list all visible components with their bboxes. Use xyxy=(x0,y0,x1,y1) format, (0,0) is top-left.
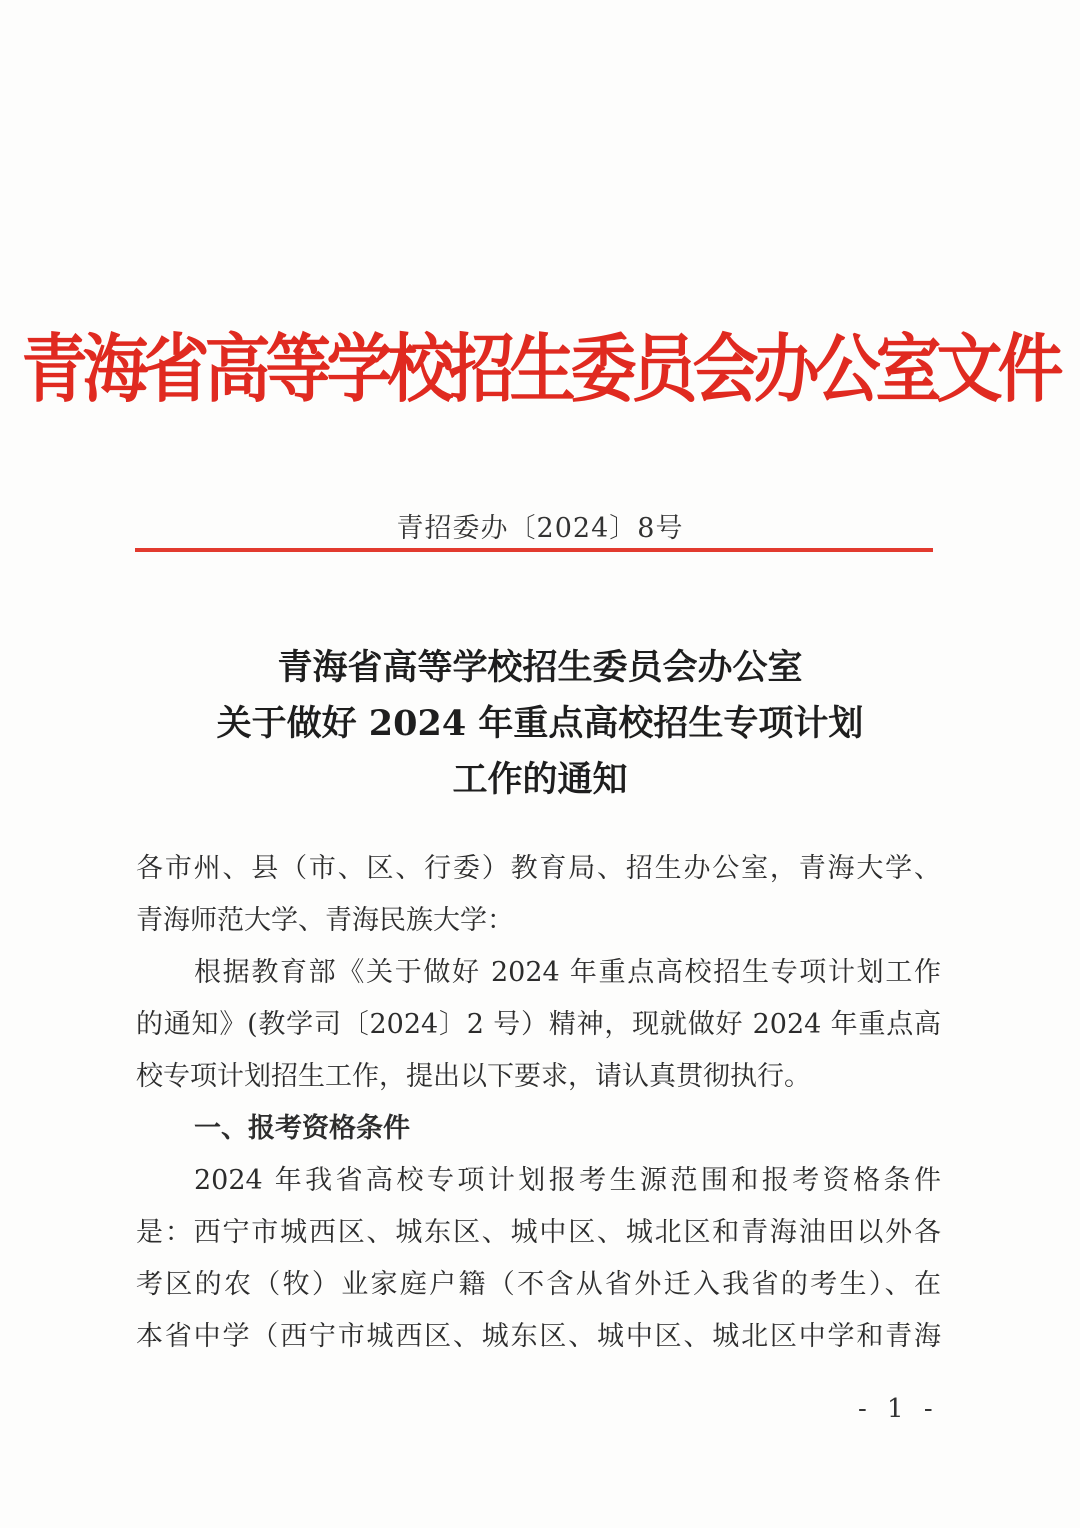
red-divider-rule xyxy=(135,548,933,552)
paragraph-line: 的通知》(教学司〔2024〕2 号）精神，现就做好 2024 年重点高 xyxy=(136,1009,941,1040)
section-heading: 一、报考资格条件 xyxy=(194,1113,410,1144)
masthead-title: 青海省高等学校招生委员会办公室文件 xyxy=(21,326,1059,413)
notice-title-line: 工作的通知 xyxy=(452,759,628,800)
document-number: 青招委办〔2024〕8号 xyxy=(396,513,684,544)
recipients-line: 青海师范大学、青海民族大学： xyxy=(136,905,514,936)
paragraph-line: 校专项计划招生工作，提出以下要求，请认真贯彻执行。 xyxy=(136,1061,811,1092)
page-number: - 1 - xyxy=(858,1394,939,1424)
paragraph-line: 2024 年我省高校专项计划报考生源范围和报考资格条件 xyxy=(194,1165,941,1196)
paragraph-line: 根据教育部《关于做好 2024 年重点高校招生专项计划工作 xyxy=(194,957,941,988)
notice-title-line: 青海省高等学校招生委员会办公室 xyxy=(277,647,803,688)
paragraph-line: 本省中学（西宁市城西区、城东区、城中区、城北区中学和青海 xyxy=(136,1321,941,1352)
recipients-line: 各市州、县（市、区、行委）教育局、招生办公室，青海大学、 xyxy=(136,853,941,884)
paragraph-line: 是：西宁市城西区、城东区、城中区、城北区和青海油田以外各 xyxy=(136,1217,941,1248)
notice-title-line: 关于做好 2024 年重点高校招生专项计划 xyxy=(216,703,864,744)
paragraph-line: 考区的农（牧）业家庭户籍（不含从省外迁入我省的考生）、在 xyxy=(136,1269,941,1300)
document-body xyxy=(136,843,941,1363)
notice-title xyxy=(0,640,1080,808)
